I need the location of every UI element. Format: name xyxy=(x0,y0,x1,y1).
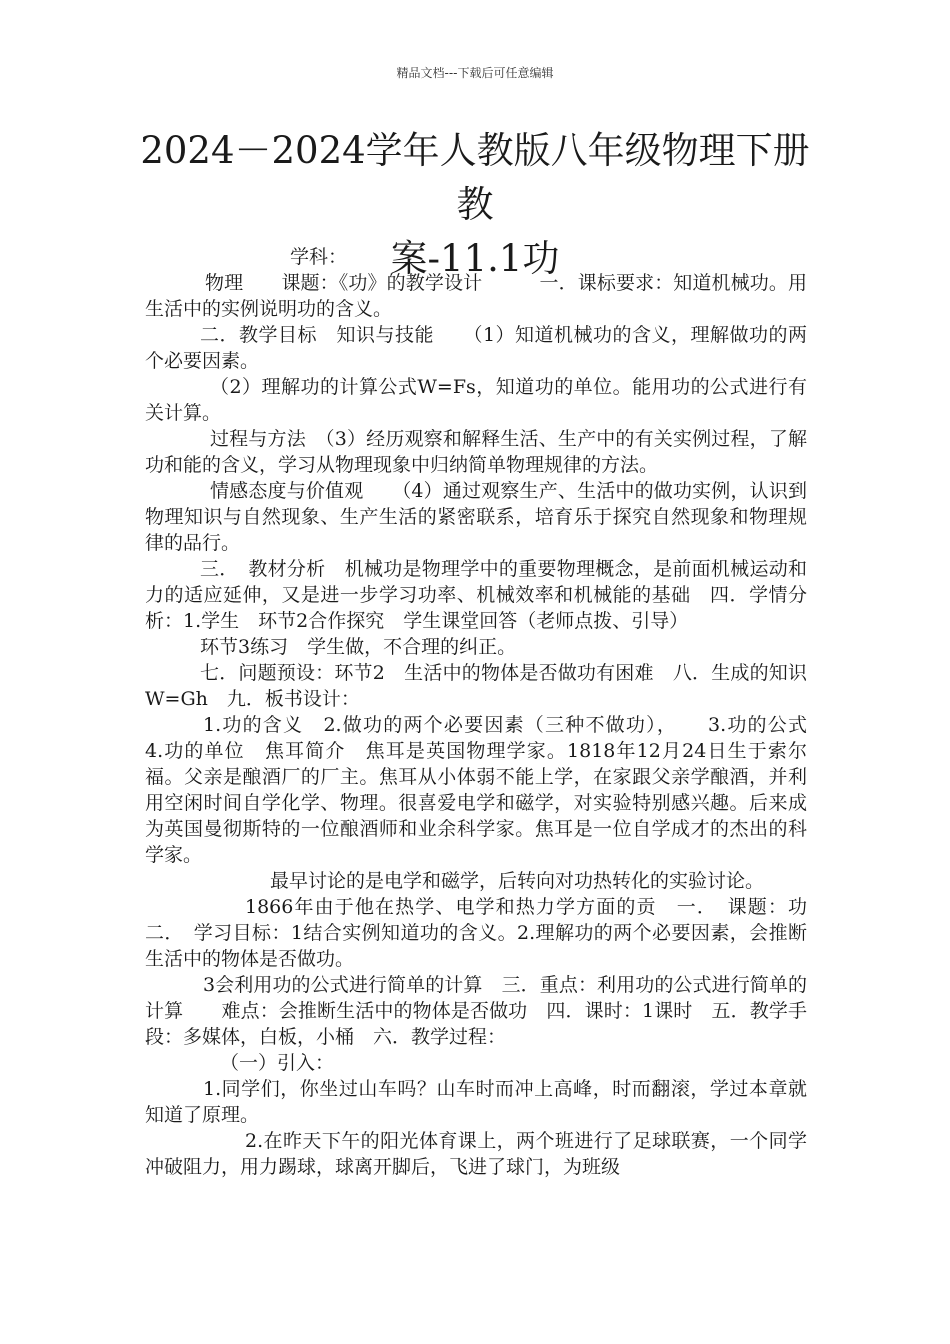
paragraph: 最早讨论的是电学和磁学，后转向对功热转化的实验讨论。 xyxy=(270,870,765,892)
title-line-1: 2024－2024学年人教版八年级物理下册教 xyxy=(140,129,810,226)
paragraph: 物理 课题：《功》的教学设计 一．课标要求：知道机械功。用生活中的实例说明功的含义。 xyxy=(145,272,807,320)
paragraph: 1.同学们，你坐过山车吗？山车时而冲上高峰，时而翻滚，学过本章就知道了原理。 xyxy=(145,1078,807,1126)
subject-label: 学科： xyxy=(290,246,348,268)
paragraph: （一）引入： xyxy=(220,1052,335,1074)
paragraph: 过程与方法 （3）经历观察和解释生活、生产中的有关实例过程，了解功和能的含义，学习从物理现象中归纳简单物理规律的方法。 xyxy=(145,428,807,476)
paragraph: 三． 教材分析 机械功是物理学中的重要物理概念，是前面机械运动和力的适应延伸，又是进一步学习功率、机械效率和机械能的基础 四．学情分析：1.学生 环节2合作探究 学生课堂回答（老师点拨、引导） xyxy=(145,558,807,632)
page-header: 精品文档---下载后可任意编辑 xyxy=(396,66,554,80)
paragraph: 2.在昨天下午的阳光体育课上，两个班进行了足球联赛，一个同学冲破阻力，用力踢球，球离开脚后，飞进了球门，为班级 xyxy=(145,1130,807,1178)
paragraph: 二．教学目标 知识与技能 （1）知道机械功的含义，理解做功的两个必要因素。 xyxy=(145,324,807,372)
paragraph: （2）理解功的计算公式W=Fs，知道功的单位。能用功的公式进行有关计算。 xyxy=(145,376,807,424)
paragraph: 3会利用功的公式进行简单的计算 三．重点：利用功的公式进行简单的计算 难点：会推断生活中的物体是否做功 四．课时：1课时 五．教学手段：多媒体，白板，小桶 六．教学过程： xyxy=(145,974,807,1048)
paragraph: 七．问题预设：环节2 生活中的物体是否做功有困难 八．生成的知识W=Gh 九．板书设计： xyxy=(145,662,807,710)
paragraph: 1866年由于他在热学、电学和热力学方面的贡 一． 课题：功 二． 学习目标：1结合实例知道功的含义。2.理解功的两个必要因素，会推断生活中的物体是否做功。 xyxy=(145,896,827,970)
title-line-2: 案-11.1功 xyxy=(390,237,560,280)
paragraph: 1.功的含义 2.做功的两个必要因素（三种不做功）， 3.功的公式 4.功的单位 焦耳简介 焦耳是英国物理学家。1818年12月24日生于索尔福。父亲是酿酒厂的厂主。焦耳从小体弱不能上学，在家跟父亲学酿酒，并利用空闲时间自学化学、物理。很喜爱电学和磁学，对实验特别感兴趣。后来成为英国曼彻斯特的一位酿酒师和业余科学家。焦耳是一位自学成才的杰出的科学家。 xyxy=(145,714,827,866)
paragraph: 环节3练习 学生做，不合理的纠正。 xyxy=(200,636,517,658)
paragraph: 情感态度与价值观 （4）通过观察生产、生活中的做功实例，认识到物理知识与自然现象、生产生活的紧密联系，培育乐于探究自然现象和物理规律的品行。 xyxy=(145,480,807,554)
document-body xyxy=(145,244,827,1180)
